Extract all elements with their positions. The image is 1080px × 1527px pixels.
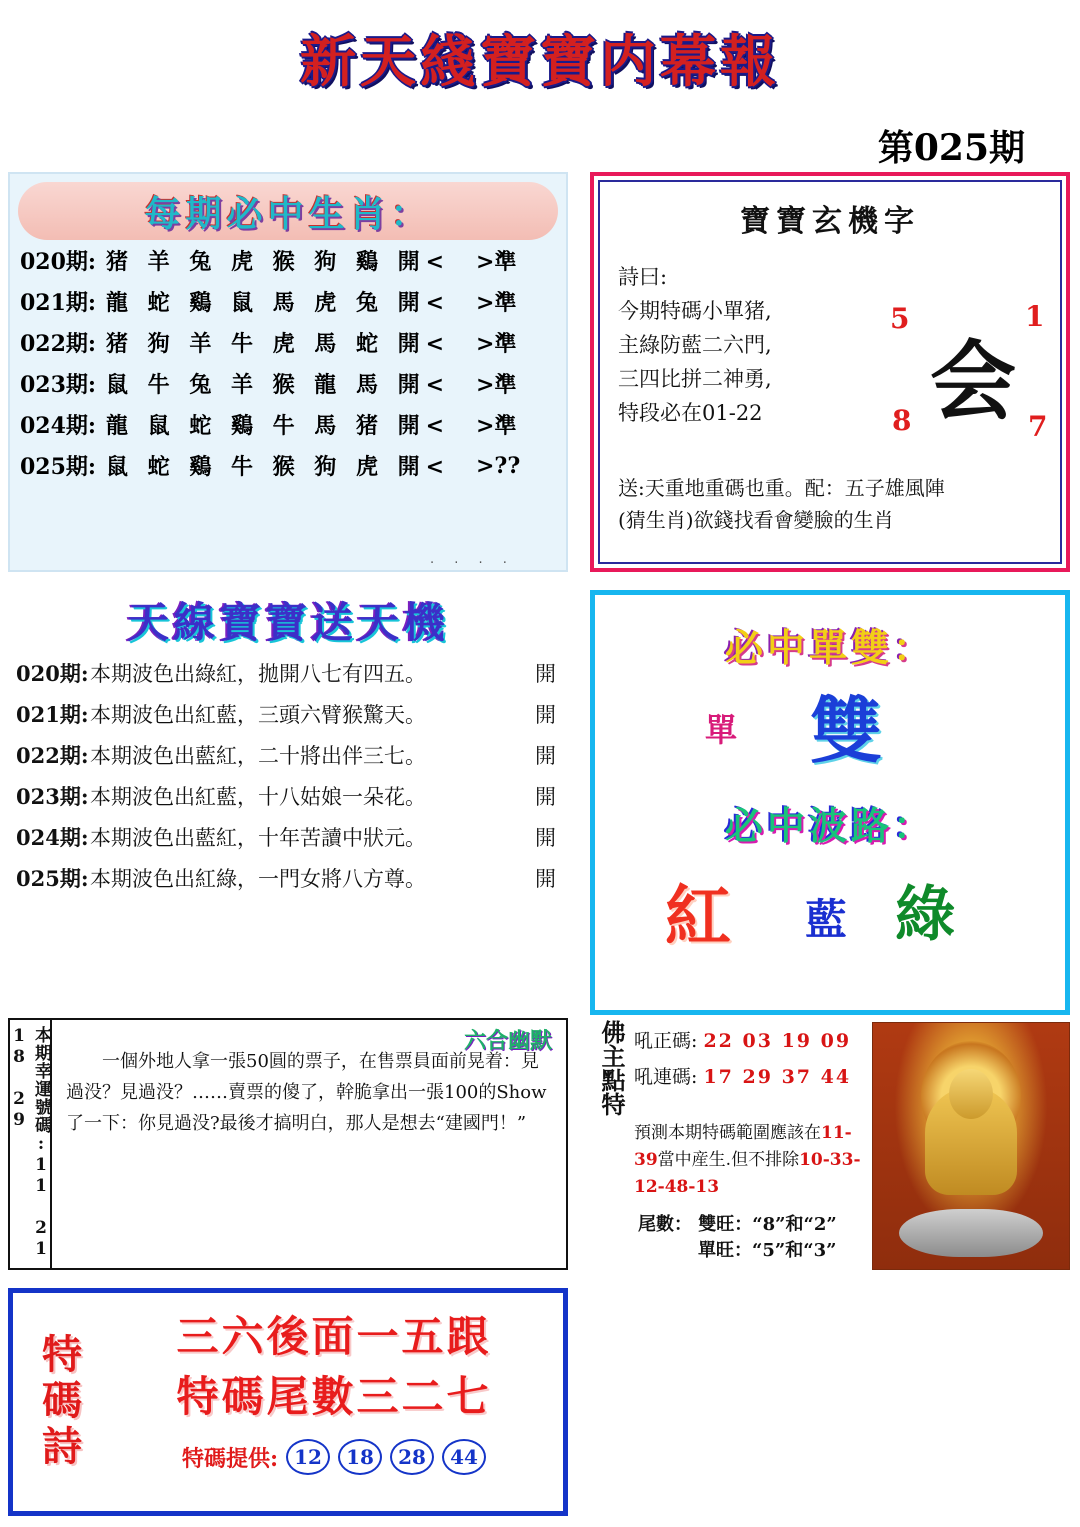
row-text: 本期波色出藍紅，二十將出伴三七。: [90, 743, 426, 768]
number-ball: 12: [286, 1439, 330, 1475]
row-issue: 023期:: [16, 783, 89, 809]
wave-title: 必中波路：: [724, 803, 935, 848]
zheng-numbers: 22 03 19 09: [703, 1030, 852, 1052]
xuanji-number-bottom-left: 8: [892, 404, 912, 437]
prediction-range: 11-39: [634, 1123, 852, 1170]
double-word: 雙: [810, 688, 883, 773]
xuanji-number-top-left: 5: [890, 302, 910, 335]
row-issue: 025期:: [20, 454, 97, 480]
table-row: [10, 322, 566, 363]
table-row: [10, 363, 566, 404]
zodiac-banner-label: 每期必中生肖：: [144, 192, 432, 235]
prediction-prefix: 預測本期特碼範圍應該在: [634, 1123, 821, 1143]
poem-line: 今期特碼小單猪,: [618, 299, 772, 323]
row-zodiacs: 鼠 牛 兔 羊 猴 龍 馬 開<: [106, 372, 451, 398]
row-text: 本期波色出綠紅，拋開八七有四五。: [90, 661, 426, 686]
row-open: 開: [535, 825, 556, 850]
xuanji-footer: [618, 472, 1058, 536]
page-title: 新天綫寶寶内幕報: [300, 29, 780, 95]
poem-line: 三四比拼二神勇,: [618, 367, 772, 391]
tema-poem-content: [105, 1293, 563, 1511]
row-open: 開: [535, 743, 556, 768]
tail-double: 雙旺：“8”和“2”: [698, 1214, 837, 1235]
xuanji-poem: [618, 260, 868, 430]
number-ball: 18: [338, 1439, 382, 1475]
wave-green: 綠: [895, 880, 955, 950]
lucky-numbers: 11 21 18 29: [9, 1026, 51, 1260]
row-result: >準: [476, 413, 517, 439]
zheng-label: 吼正碼:: [634, 1030, 698, 1052]
list-item: [8, 775, 568, 816]
list-item: [8, 816, 568, 857]
row-zodiacs: 猪 羊 兔 虎 猴 狗 鷄 開<: [106, 249, 451, 275]
xuanji-panel: [590, 172, 1070, 572]
row-issue: 020期:: [20, 249, 97, 275]
buddha-head-shape: [949, 1069, 993, 1119]
poem-line: 詩曰:: [618, 265, 668, 289]
tail-single: 單旺：“5”和“3”: [698, 1240, 837, 1261]
zodiac-banner: [18, 182, 558, 240]
row-issue: 023期:: [20, 372, 97, 398]
joke-panel: [8, 1018, 568, 1270]
tema-poem-label-text: 特碼詩: [35, 1333, 83, 1471]
row-open: 開: [535, 866, 556, 891]
zheng-code-row: [634, 1026, 851, 1053]
joke-body: [52, 1020, 566, 1268]
buddha-base-shape: [899, 1209, 1043, 1257]
footer-line: 送:天重地重碼也重。配：五子雄風陣: [618, 476, 945, 500]
row-issue: 021期:: [16, 701, 89, 727]
table-row: [10, 281, 566, 322]
row-zodiacs: 龍 鼠 蛇 鷄 牛 馬 猪 開<: [106, 413, 451, 439]
table-row: [10, 240, 566, 281]
poem-line-1: 三六後面一五跟: [176, 1312, 492, 1361]
xuanji-number-top-right: 1: [1025, 300, 1045, 333]
list-item: [8, 652, 568, 693]
lian-label: 吼連碼:: [634, 1066, 698, 1088]
prediction-exclude: 10-33-12-48-13: [634, 1150, 861, 1197]
number-ball: 28: [390, 1439, 434, 1475]
lucky-number-column: [10, 1020, 52, 1268]
tianji-panel: [8, 590, 568, 930]
tail-label: 尾數：: [638, 1214, 692, 1235]
table-row: [10, 404, 566, 445]
single-double-wave-panel: [590, 590, 1070, 1015]
tema-poem-label: [13, 1293, 105, 1511]
tema-supply-row: [105, 1439, 563, 1475]
row-text: 本期波色出紅藍，十八姑娘一朵花。: [90, 784, 426, 809]
prediction-paragraph: [634, 1120, 874, 1201]
tail-row-single: [698, 1236, 836, 1262]
prediction-mid: 當中産生.但不排除: [657, 1150, 800, 1170]
row-issue: 022期:: [16, 742, 89, 768]
row-result: >準: [476, 372, 517, 398]
xuanji-title: 寶寶玄機字: [740, 204, 920, 239]
xuanji-big-character: 会: [930, 331, 1016, 432]
joke-text: 一個外地人拿一張50圓的票子，在售票員面前晃着：見過没？見過没？……賣票的傻了，幹脆拿出一張100的Show了一下：你見過没?最後才搞明白，那人是想去“建國門！”: [66, 1051, 547, 1134]
single-double-title: 必中單雙：: [724, 625, 935, 670]
wave-blue: 藍: [805, 895, 848, 944]
row-text: 本期波色出藍紅，十年苦讀中狀元。: [90, 825, 426, 850]
buddha-image: [872, 1022, 1070, 1270]
row-issue: 021期:: [20, 290, 97, 316]
row-result: >準: [476, 331, 517, 357]
row-result: >準: [476, 249, 517, 275]
list-item: [8, 734, 568, 775]
row-zodiacs: 鼠 蛇 鷄 牛 猴 狗 虎 開<: [106, 454, 451, 480]
zodiac-panel: [8, 172, 568, 572]
lian-code-row: [634, 1062, 851, 1089]
wave-red: 紅: [665, 877, 731, 955]
list-item: [8, 693, 568, 734]
row-result: >準: [476, 290, 517, 316]
decorative-dots: · · · ·: [430, 556, 515, 571]
row-open: 開: [535, 702, 556, 727]
row-result: >??: [476, 452, 521, 479]
xuanji-number-bottom-right: 7: [1028, 410, 1048, 443]
row-zodiacs: 猪 狗 羊 牛 虎 馬 蛇 開<: [106, 331, 451, 357]
row-issue: 025期:: [16, 865, 89, 891]
issue-number: 第025期: [877, 127, 1025, 169]
poem-line: 主綠防藍二六門,: [618, 333, 772, 357]
footer-line: (猜生肖)欲錢找看會變臉的生肖: [618, 508, 894, 532]
row-issue: 020期:: [16, 660, 89, 686]
joke-tag: 六合幽默: [463, 1028, 552, 1054]
row-text: 本期波色出紅藍，三頭六臂猴驚天。: [90, 702, 426, 727]
row-text: 本期波色出紅綠，一門女將八方尊。: [90, 866, 426, 891]
list-item: [8, 857, 568, 898]
number-ball: 44: [442, 1439, 486, 1475]
table-row: [10, 445, 566, 486]
row-zodiacs: 龍 蛇 鷄 鼠 馬 虎 兔 開<: [106, 290, 451, 316]
tail-row-double: [638, 1210, 837, 1236]
lucky-label: 本期幸運號碼:: [31, 1026, 51, 1155]
poem-line-2: 特碼尾數三二七: [176, 1372, 492, 1421]
lian-numbers: 17 29 37 44: [703, 1066, 852, 1088]
row-issue: 022期:: [20, 331, 97, 357]
row-issue: 024期:: [16, 824, 89, 850]
poem-line: 特段必在01-22: [618, 401, 763, 425]
buddha-vertical-label: 佛主點特: [597, 1020, 626, 1116]
row-issue: 024期:: [20, 413, 97, 439]
buddha-panel: [590, 1014, 1070, 1272]
tianji-title: 天線寶寶送天機: [126, 598, 449, 647]
tema-poem-panel: [8, 1288, 568, 1516]
lucky-number-text: [8, 1026, 52, 1268]
row-open: 開: [535, 784, 556, 809]
single-word: 單: [705, 711, 738, 749]
tema-supply-label: 特碼提供:: [181, 1445, 279, 1472]
row-open: 開: [535, 661, 556, 686]
